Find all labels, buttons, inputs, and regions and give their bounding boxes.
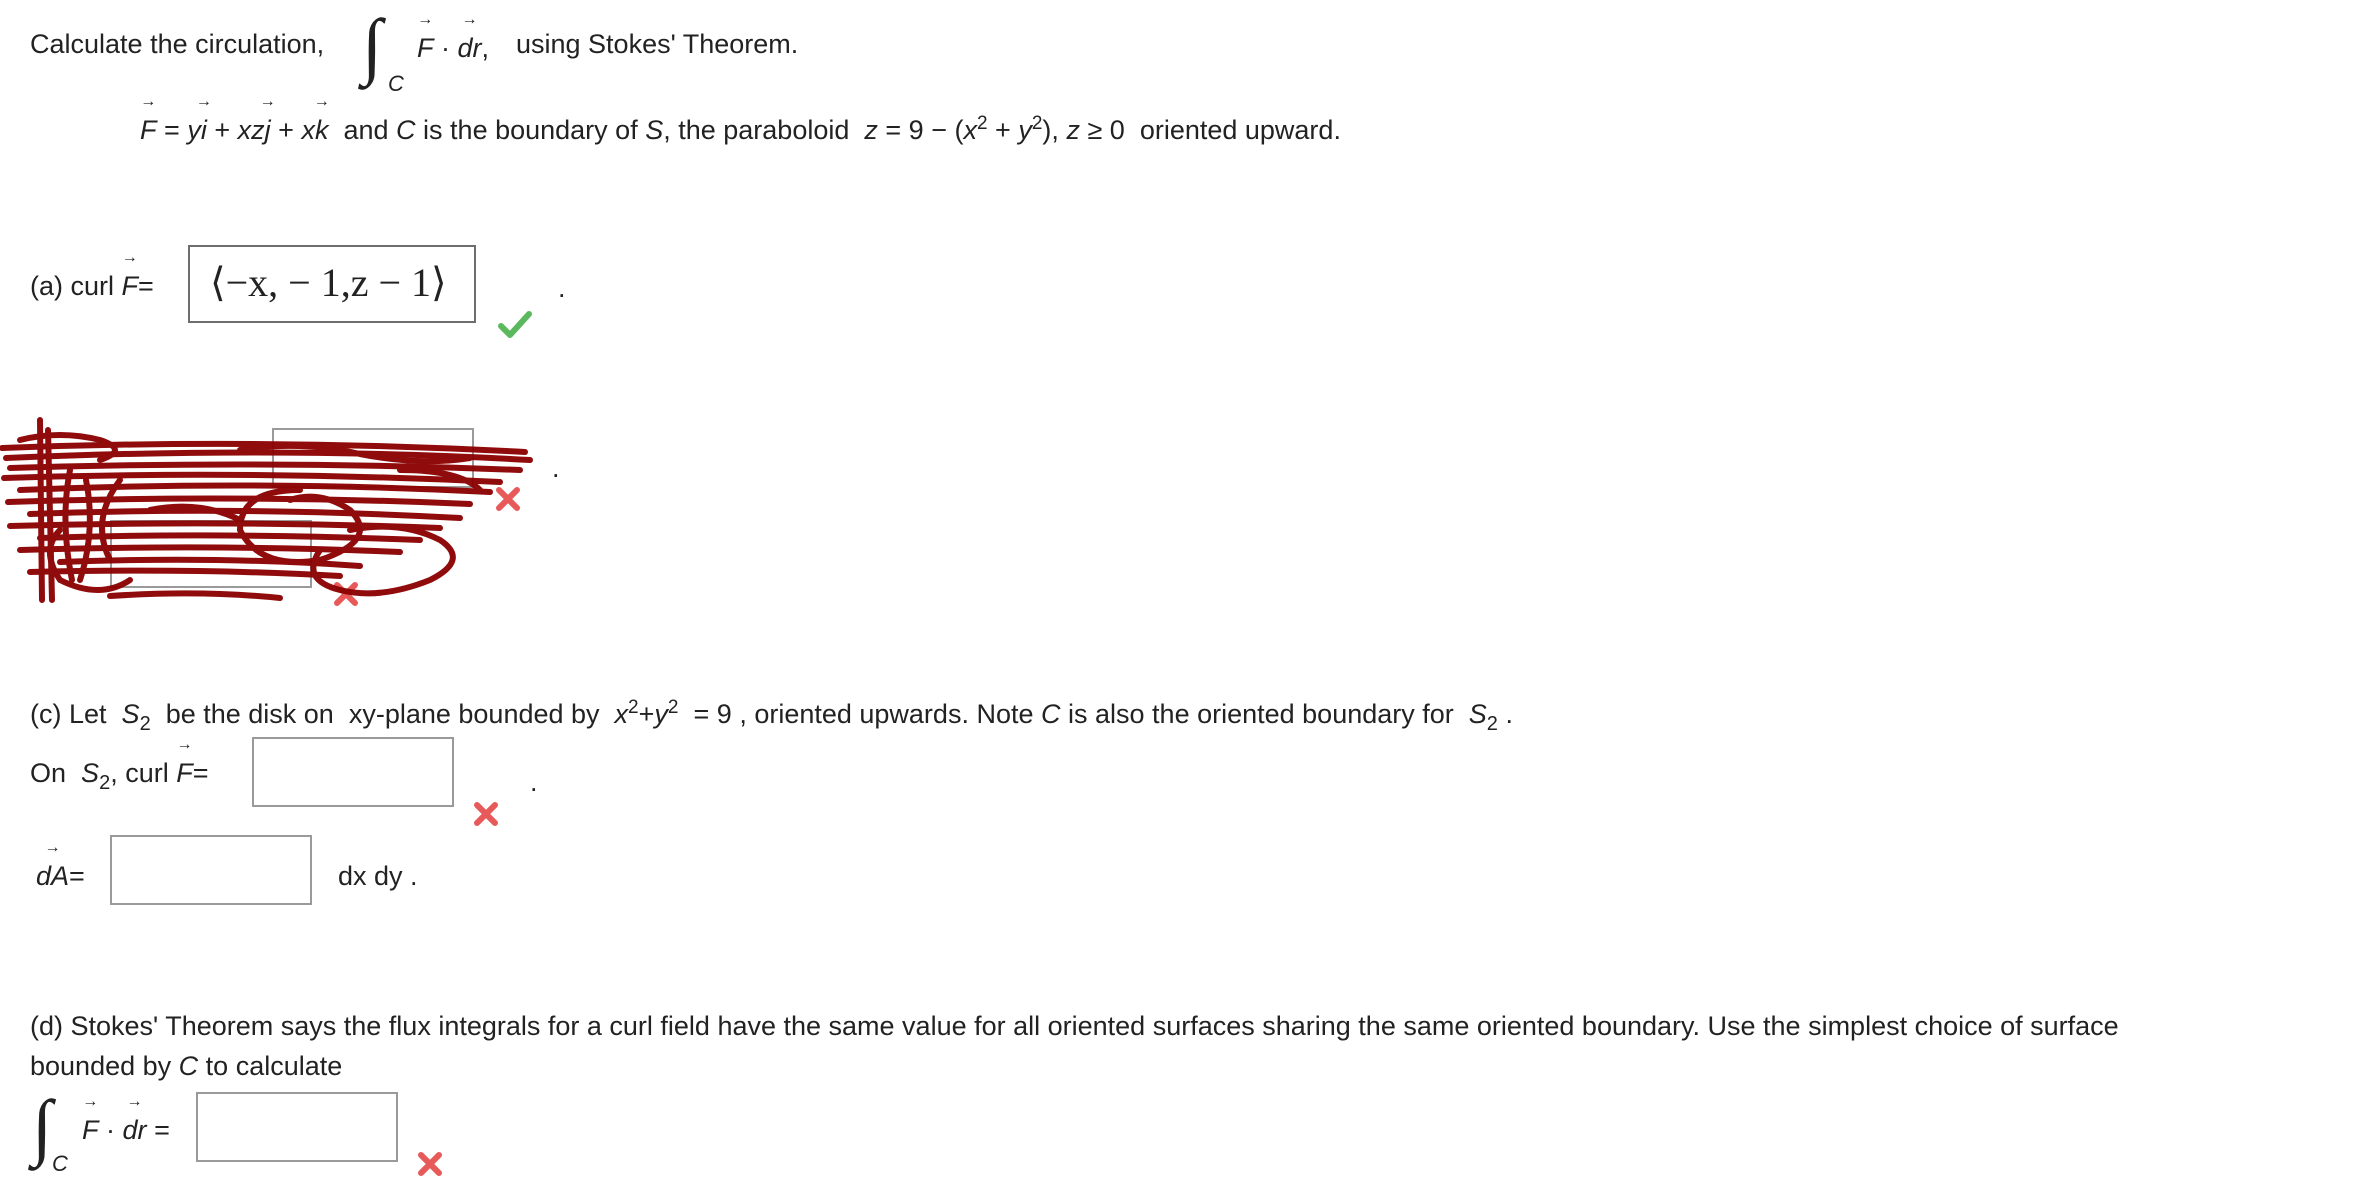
part-d-statement-line2: bounded by C to calculate — [30, 1051, 343, 1081]
scribble-overlay — [0, 410, 560, 610]
part-a-period: . — [558, 273, 566, 303]
part-d-answer-input[interactable] — [196, 1092, 398, 1162]
field-definition: → F = y→ i + xz→ j + x→ k and C is the boundary of S, the paraboloid $z = 9 - (x^2 + y^2)$, z ≥ 0 oriented upward. — [140, 106, 1341, 148]
part-c-curl-input[interactable] — [252, 737, 454, 807]
part-a-answer-value: ⟨−x, − 1,z − 1⟩ — [210, 260, 447, 305]
part-d-integrand: → F · → dr = — [82, 1112, 170, 1148]
part-c-dA-input[interactable] — [110, 835, 312, 905]
part-c-dxdy: dx dy . — [338, 861, 418, 891]
part-c-statement: (c) Let $S_2$ be the disk on xy-plane bounded by $x^2+y^2 = 9$ , oriented upwards. Note C is also the oriented boundary for $S_2$ . — [30, 697, 1513, 735]
integral-sign: ∫ — [362, 5, 383, 87]
part-c-dA-label: → dA= — [36, 858, 85, 894]
x-icon — [472, 800, 500, 828]
integrand: → F · → dr, — [417, 30, 489, 66]
check-icon — [498, 310, 532, 340]
integral-sub: C — [388, 71, 404, 96]
x-icon — [416, 1150, 444, 1178]
intro-text: Calculate the circulation, — [30, 29, 325, 59]
part-c-period: . — [530, 767, 538, 797]
part-c-curl-label: On $S_2$, curl → F= — [30, 755, 209, 801]
intro-after: using Stokes' Theorem. — [516, 29, 799, 59]
part-a-answer-box[interactable] — [188, 245, 476, 323]
part-b-period: . — [552, 453, 560, 483]
part-d-statement-line1: (d) Stokes' Theorem says the flux integrals for a curl field have the same value for all oriented surfaces sharing the same oriented boundary. Use the simplest choice of surface — [30, 1011, 2119, 1041]
part-a-label: (a) curl → F= — [30, 268, 154, 304]
part-d-integral-sub: C — [52, 1151, 68, 1176]
part-d-integral-sign: ∫ — [32, 1086, 53, 1168]
